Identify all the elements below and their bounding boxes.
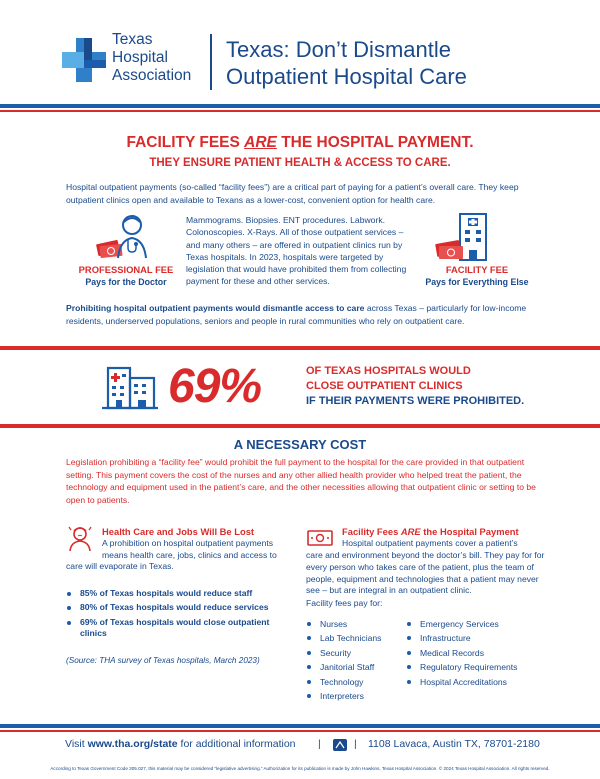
services-paragraph: Mammograms. Biopsies. ENT procedures. Labwork. Colonoscopies. X-Rays. All of those outpatient services – and many others – are offered in outpatient clinics run by Texas hospitals. In 2023, hospitals were targeted by legislation that would have prohibited them from collecting payment for these and other services.	[186, 215, 407, 287]
intro-paragraph: Hospital outpatient payments (so-called “facility fees”) are a critical part of paying for a patient’s overall care. They keep outpatient clinics open and available to Texans as a lower-cost, convenient option for health care.	[66, 182, 519, 205]
list-item: Infrastructure	[406, 631, 546, 645]
list-item: Emergency Services	[406, 617, 546, 631]
list-item: Nurses	[306, 617, 416, 631]
title-part: the Hospital Payment	[420, 526, 519, 537]
list-item: Medical Records	[406, 646, 546, 660]
footer-visit	[65, 738, 296, 750]
header	[0, 0, 600, 104]
header-rule-blue	[0, 104, 600, 108]
prohibit-rest: across Texas – particularly for low-income residents, underserved populations, seniors and people in rural communities who rely on outpatient care.	[66, 303, 527, 326]
facility-fees-heading	[0, 134, 600, 152]
title-part: Facility Fees	[342, 526, 401, 537]
header-rule-red	[0, 110, 600, 112]
footer-rule-blue	[0, 724, 600, 728]
hospital-with-cash-icon	[434, 212, 500, 264]
footer-separator: |	[354, 738, 357, 750]
title-emphasis: ARE	[400, 526, 421, 537]
list-item: Interpreters	[306, 689, 416, 703]
fees-list-intro: Facility fees pay for:	[306, 598, 383, 608]
website-link[interactable]: www.tha.org/state	[87, 738, 178, 750]
logo-text	[112, 31, 191, 85]
footer-separator: |	[318, 738, 321, 750]
legal-disclaimer: According to Texas Government Code 305.027, this material may be considered “legislative advertising.” Authorization for its publication is made by John Hawkins, Texas Hospital Association. © 2024 Texas Hospital Association. All rights reserved.	[50, 766, 550, 771]
professional-fee-sub: Pays for the Doctor	[85, 277, 167, 287]
heading-part: FACILITY FEES	[126, 134, 245, 151]
page-title	[226, 36, 467, 90]
worried-nurse-icon	[66, 524, 94, 552]
professional-fee-label	[66, 264, 186, 287]
tha-logo	[62, 30, 212, 90]
stat-text-line: OF TEXAS HOSPITALS WOULD	[306, 365, 471, 377]
social-icon[interactable]	[333, 739, 347, 751]
jobs-lost-lead: A prohibition on hospital outpatient payments means health care, jobs, clinics and access to	[102, 538, 277, 560]
fees-list-col2	[406, 617, 546, 689]
stat-text-line: CLOSE OUTPATIENT CLINICS	[306, 380, 463, 392]
list-item: Janitorial Staff	[306, 660, 416, 674]
stat-rule-top	[0, 346, 600, 350]
list-item: Regulatory Requirements	[406, 660, 546, 674]
stat-rule-bottom	[0, 424, 600, 428]
stat-text-line: IF THEIR PAYMENTS WERE PROHIBITED.	[306, 395, 525, 407]
facility-fees-subheading: THEY ENSURE PATIENT HEALTH & ACCESS TO CARE.	[149, 157, 451, 169]
list-item: 85% of Texas hospitals would reduce staff	[66, 588, 294, 600]
hospital-payment-lead: Hospital outpatient payments cover a patient’s	[342, 538, 518, 548]
heading-emphasis: ARE	[244, 134, 277, 151]
facility-fee-sub: Pays for Everything Else	[425, 277, 529, 287]
cash-bill-icon	[306, 524, 334, 552]
list-item: Hospital Accreditations	[406, 675, 546, 689]
facility-fee-title: FACILITY FEE	[445, 264, 509, 275]
professional-fee-title: PROFESSIONAL FEE	[78, 264, 174, 275]
footer-visit-pre: Visit	[65, 738, 88, 750]
prohibit-bold: Prohibiting hospital outpatient payments would dismantle access to care	[66, 303, 365, 313]
logo-line: Association	[112, 67, 192, 84]
tha-logo-mark-icon	[62, 38, 106, 82]
fees-list-col1	[306, 617, 416, 703]
list-item: Lab Technicians	[306, 631, 416, 645]
jobs-lost-bullets	[66, 588, 294, 643]
logo-line: Texas	[112, 31, 153, 48]
heading-part: THE HOSPITAL PAYMENT.	[276, 134, 474, 151]
stat-percentage: 69%	[168, 360, 262, 413]
page-title-line: Texas: Don’t Dismantle	[226, 37, 451, 62]
header-divider	[210, 34, 212, 90]
jobs-lost-lead-cont: care will evaporate in Texas.	[66, 561, 174, 571]
hospital-building-icon	[100, 364, 160, 412]
footer-visit-post: for additional information	[177, 738, 296, 750]
page-title-line: Outpatient Hospital Care	[226, 64, 467, 89]
prohibit-paragraph	[66, 302, 536, 327]
necessary-cost-heading: A NECESSARY COST	[233, 437, 367, 452]
footer-address: 1108 Lavaca, Austin TX, 78701-2180	[368, 738, 540, 750]
list-item: Technology	[306, 675, 416, 689]
jobs-lost-title: Health Care and Jobs Will Be Lost	[102, 526, 255, 537]
source-citation: (Source: THA survey of Texas hospitals, March 2023)	[66, 656, 260, 665]
list-item: 80% of Texas hospitals would reduce services	[66, 602, 294, 614]
facility-fee-label	[422, 264, 532, 287]
footer	[0, 735, 600, 757]
hospital-payment-title	[342, 526, 519, 537]
list-item: 69% of Texas hospitals would close outpatient clinics	[66, 617, 294, 641]
doctor-with-cash-icon	[96, 212, 156, 260]
logo-line: Hospital	[112, 49, 168, 66]
hospital-payment-body: care and environment beyond the doctor’s bill. They pay for for every person who takes care of the patient, plus the team of people, equipment and technologies that a patient may never see – but are integral in an outpatient clinic.	[306, 550, 545, 596]
footer-rule-red	[0, 730, 600, 732]
necessary-cost-paragraph: Legislation prohibiting a “facility fee” would prohibit the full payment to the hospital for the care provided in that outpatient setting. This payment covers the cost of the nurses and any other allied health provider who helped treat the patient, the technology and equipment used in the patient’s care, and the other necessities allowing that outpatient clinic or setting to be open to patients.	[66, 457, 536, 505]
list-item: Security	[306, 646, 416, 660]
